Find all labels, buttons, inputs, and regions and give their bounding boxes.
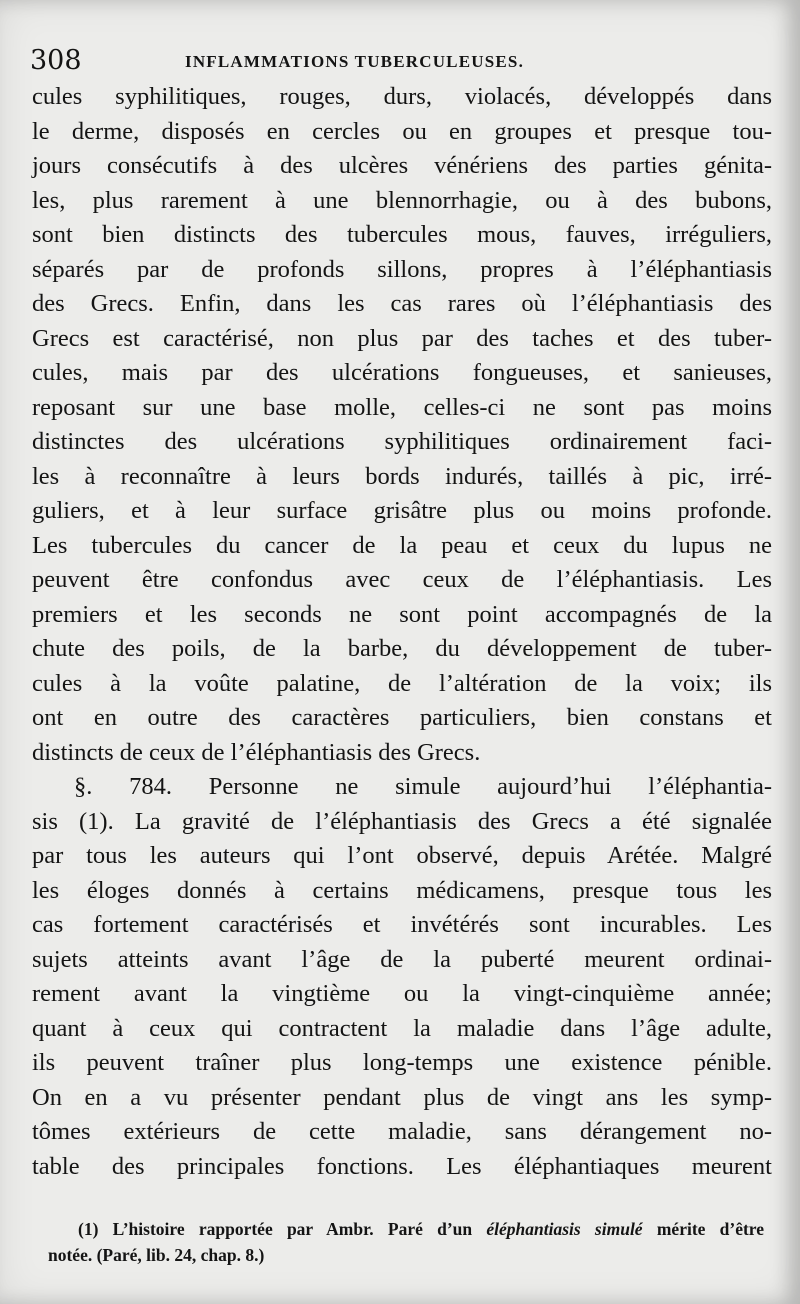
footnote-line-2: notée. (Paré, lib. 24, chap. 8.) (48, 1245, 265, 1265)
text-line: peuvent être confondus avec ceux de l’éléphantiasis. Les (32, 566, 772, 593)
text-line: reposant sur une base molle, celles-ci ne sont pas moins (32, 393, 772, 421)
text-line: les, plus rarement à une blennorrhagie, ou à des bubons, (32, 186, 772, 214)
text-line: distinctes des ulcérations syphilitiques ordinairement faci- (32, 428, 772, 455)
footnote-line (48, 1216, 764, 1242)
text-line: tômes extérieurs de cette maladie, sans dérangement no- (32, 1118, 772, 1145)
text-line: séparés par de profonds sillons, propres à l’éléphantiasis (32, 255, 772, 283)
text-line: On en a vu présenter pendant plus de vingt ans les symp- (32, 1083, 772, 1111)
text-line: cules, mais par des ulcérations fongueuses, et sanieuses, (32, 359, 772, 386)
text-line: chute des poils, de la barbe, du développement de tuber- (32, 635, 772, 662)
text-line: jours consécutifs à des ulcères vénériens des parties génita- (32, 152, 772, 179)
running-head: INFLAMMATIONS TUBERCULEUSES. (185, 52, 525, 71)
footnote-italic: éléphantiasis simulé (486, 1219, 643, 1239)
text-line: premiers et les seconds ne sont point accompagnés de la (32, 600, 772, 628)
text-line: Les tubercules du cancer de la peau et ceux du lupus ne (32, 531, 772, 559)
text-line: ils peuvent traîner plus long-temps une existence pénible. (32, 1049, 772, 1076)
text-line: ont en outre des caractères particuliers, bien constans et (32, 704, 772, 731)
body-text (32, 80, 772, 1184)
text-line: sujets atteints avant l’âge de la puberté meurent ordinai- (32, 945, 772, 973)
text-line: des Grecs. Enfin, dans les cas rares où l’éléphantiasis des (32, 290, 772, 317)
footnote-text: L’histoire rapportée par Ambr. Paré d’un (112, 1219, 473, 1239)
text-line: guliers, et à leur surface grisâtre plus ou moins profonde. (32, 497, 772, 524)
text-line: les à reconnaître à leurs bords indurés, taillés à pic, irré- (32, 462, 772, 490)
footnote-marker: (1) (78, 1219, 99, 1239)
text-line: le derme, disposés en cercles ou en groupes et presque tou- (32, 117, 772, 145)
text-line: cas fortement caractérisés et invétérés sont incurables. Les (32, 911, 772, 938)
text-line: §. 784. Personne ne simule aujourd’hui l’éléphantia- (74, 773, 772, 800)
footnotes (48, 1216, 764, 1268)
text-line: les éloges donnés à certains médicamens, presque tous les (32, 876, 772, 904)
text-line: sis (1). La gravité de l’éléphantiasis des Grecs a été signalée (32, 807, 772, 835)
text-line: table des principales fonctions. Les éléphantiaques meurent (32, 1152, 772, 1180)
text-line: rement avant la vingtième ou la vingt-cinquième année; (32, 980, 772, 1007)
text-line: Grecs est caractérisé, non plus par des taches et des tuber- (32, 324, 772, 352)
page-header (30, 42, 760, 82)
text-line: quant à ceux qui contractent la maladie dans l’âge adulte, (32, 1014, 772, 1042)
text-line: sont bien distincts des tubercules mous, fauves, irréguliers, (32, 221, 772, 248)
text-line: par tous les auteurs qui l’ont observé, depuis Arétée. Malgré (32, 842, 772, 869)
text-line: cules à la voûte palatine, de l’altération de la voix; ils (32, 669, 772, 697)
footnote-text-after: mérite d’être (656, 1219, 765, 1239)
page-number: 308 (30, 45, 82, 76)
text-line: cules syphilitiques, rouges, durs, violacés, développés dans (32, 83, 772, 110)
text-line: distincts de ceux de l’éléphantiasis des Grecs. (32, 738, 481, 766)
